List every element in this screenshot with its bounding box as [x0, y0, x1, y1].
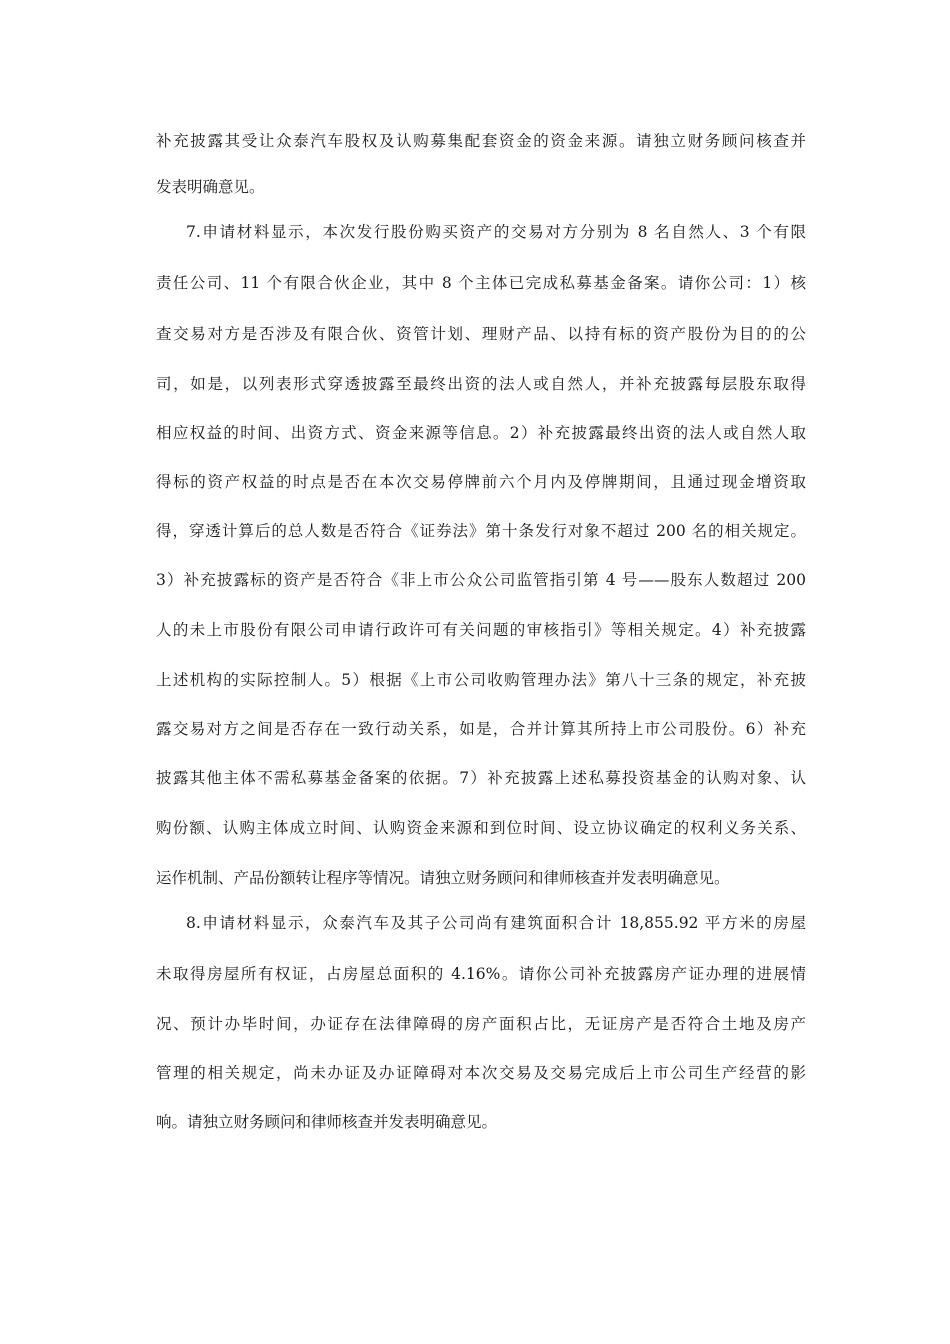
- text-line: 露交易对方之间是否存在一致行动关系，如是，合并计算其所持上市公司股份。6）补充: [156, 720, 806, 738]
- text-line: 购份额、认购主体成立时间、认购资金来源和到位时间、设立协议确定的权利义务关系、: [156, 819, 806, 837]
- text-line: 相应权益的时间、出资方式、资金来源等信息。2）补充披露最终出资的法人或自然人取: [156, 424, 806, 442]
- text-line: 司，如是，以列表形式穿透披露至最终出资的法人或自然人，并补充披露每层股东取得: [156, 375, 806, 393]
- text-line: 补充披露其受让众泰汽车股权及认购募集配套资金的资金来源。请独立财务顾问核查并: [156, 132, 806, 150]
- text-line: 3）补充披露标的资产是否符合《非上市公众公司监管指引第 4 号——股东人数超过 200: [156, 571, 806, 589]
- text-line: 责任公司、11 个有限合伙企业，其中 8 个主体已完成私募基金备案。请你公司：1）核: [156, 274, 806, 292]
- text-line: 上述机构的实际控制人。5）根据《上市公司收购管理办法》第八十三条的规定，补充披: [156, 671, 806, 689]
- text-line: 查交易对方是否涉及有限合伙、资管计划、理财产品、以持有标的资产股份为目的的公: [156, 325, 806, 343]
- text-line: 未取得房屋所有权证，占房屋总面积的 4.16%。请你公司补充披露房产证办理的进展情: [156, 965, 806, 983]
- text-line: 人的未上市股份有限公司申请行政许可有关问题的审核指引》等相关规定。4）补充披露: [156, 621, 806, 639]
- text-line: 披露其他主体不需私募基金备案的依据。7）补充披露上述私募投资基金的认购对象、认: [156, 769, 806, 787]
- text-line: 管理的相关规定，尚未办证及办证障碍对本次交易及交易完成后上市公司生产经营的影: [156, 1064, 806, 1082]
- text-line: 运作机制、产品份额转让程序等情况。请独立财务顾问和律师核查并发表明确意见。: [156, 869, 730, 887]
- paragraph-8-start: 8.申请材料显示，众泰汽车及其子公司尚有建筑面积合计 18,855.92 平方米的房屋: [186, 914, 806, 932]
- paragraph-7-start: 7.申请材料显示，本次发行股份购买资产的交易对方分别为 8 名自然人、3 个有限: [186, 223, 806, 241]
- text-line: 得，穿透计算后的总人数是否符合《证券法》第十条发行对象不超过 200 名的相关规定。: [156, 522, 806, 540]
- text-line: 况、预计办毕时间，办证存在法律障碍的房产面积占比，无证房产是否符合土地及房产: [156, 1015, 806, 1033]
- text-line: 响。请独立财务顾问和律师核查并发表明确意见。: [156, 1113, 498, 1131]
- text-line: 得标的资产权益的时点是否在本次交易停牌前六个月内及停牌期间，且通过现金增资取: [156, 473, 806, 491]
- text-line: 发表明确意见。: [156, 178, 265, 196]
